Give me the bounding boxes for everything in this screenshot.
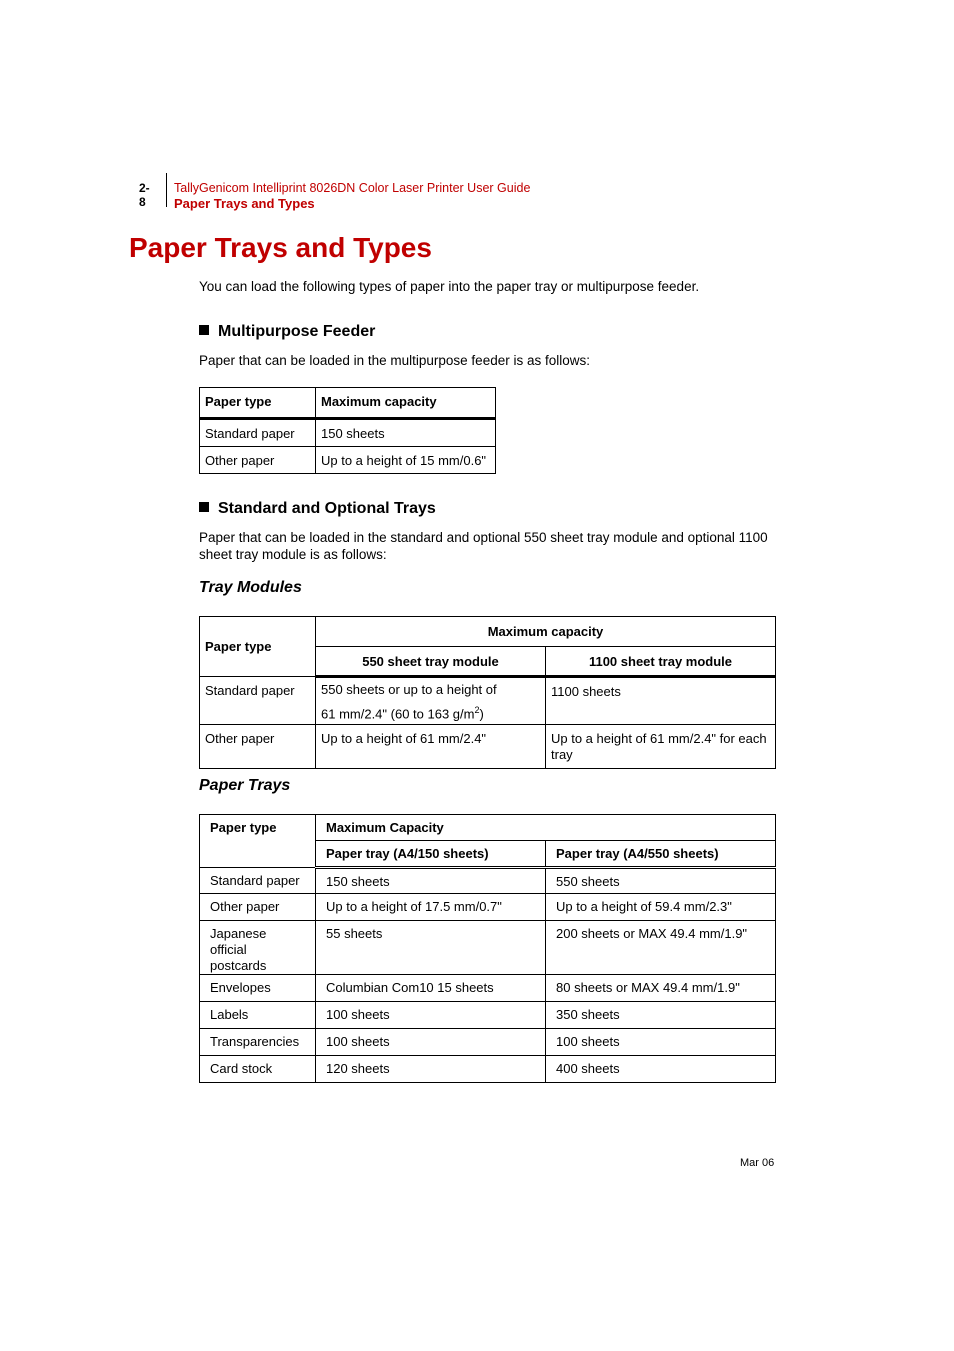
cell-text: ): [479, 706, 484, 722]
bullet-square-icon: [199, 325, 209, 335]
table-row: [200, 677, 776, 725]
table-cell: 120 sheets: [316, 1056, 546, 1083]
table-header-cell: 550 sheet tray module: [316, 647, 546, 677]
header-divider: [166, 173, 167, 207]
superscript: 2: [474, 705, 480, 715]
standard-optional-text: Paper that can be loaded in the standard and optional 550 sheet tray module and optional 1100 sheet tray module is as follows:: [199, 530, 768, 562]
table-cell: Labels: [200, 1002, 316, 1029]
table-row: [200, 419, 496, 447]
table-cell: Envelopes: [200, 975, 316, 1002]
tray-modules-table: [199, 616, 776, 769]
table-cell: 550 sheets: [546, 868, 776, 894]
table-cell: Up to a height of 61 mm/2.4": [316, 725, 546, 769]
table-cell: Card stock: [200, 1056, 316, 1083]
table-cell: 150 sheets: [316, 868, 546, 894]
table-header-group: Maximum capacity: [316, 617, 776, 647]
table-cell: 150 sheets: [316, 419, 496, 447]
table-row: [200, 975, 776, 1002]
table-header-cell: Paper tray (A4/150 sheets): [316, 841, 546, 868]
table-header-cell: Paper type: [200, 815, 316, 868]
footer-date: Mar 06: [740, 1157, 775, 1169]
table-cell: Up to a height of 59.4 mm/2.3": [546, 894, 776, 921]
multipurpose-text: Paper that can be loaded in the multipurpose feeder is as follows:: [199, 353, 590, 368]
table-header-cell: Paper type: [200, 617, 316, 677]
standard-optional-heading: [199, 500, 436, 518]
table-row: [200, 1002, 776, 1029]
table-cell: Transparencies: [200, 1029, 316, 1056]
table-header-cell: Maximum capacity: [316, 388, 496, 419]
paper-trays-table: [199, 814, 776, 1083]
table-cell: 100 sheets: [546, 1029, 776, 1056]
header-text: [174, 181, 530, 212]
table-cell: Japanese official postcards: [200, 921, 316, 975]
table-header-group: Maximum Capacity: [316, 815, 776, 841]
paper-trays-heading: Paper Trays: [199, 777, 291, 794]
table-row: [200, 725, 776, 769]
bullet-square-icon: [199, 502, 209, 512]
table-row: [200, 1029, 776, 1056]
table-cell: 55 sheets: [316, 921, 546, 975]
table-cell: Standard paper: [200, 419, 316, 447]
multipurpose-table: [199, 387, 496, 474]
heading-text: Multipurpose Feeder: [218, 323, 376, 340]
table-cell: [316, 677, 546, 725]
table-cell: 200 sheets or MAX 49.4 mm/1.9": [546, 921, 776, 975]
table-row: [200, 894, 776, 921]
table-cell: Other paper: [200, 447, 316, 474]
table-header-cell: Paper tray (A4/550 sheets): [546, 841, 776, 868]
table-cell: 1100 sheets: [546, 677, 776, 725]
table-cell: 100 sheets: [316, 1029, 546, 1056]
table-cell: Other paper: [200, 725, 316, 769]
cell-text: 550 sheets or up to a height of: [321, 682, 497, 697]
cell-text: 61 mm/2.4" (60 to 163 g/m: [321, 706, 475, 722]
table-row: [200, 1056, 776, 1083]
guide-title: TallyGenicom Intelliprint 8026DN Color Laser Printer User Guide: [174, 181, 531, 195]
table-cell: Standard paper: [200, 677, 316, 725]
page-number: 2-8: [139, 181, 150, 209]
table-header-cell: Paper type: [200, 388, 316, 419]
header-section-title: Paper Trays and Types: [174, 196, 315, 211]
table-cell: 80 sheets or MAX 49.4 mm/1.9": [546, 975, 776, 1002]
table-cell: Up to a height of 61 mm/2.4" for each tray: [546, 725, 776, 769]
table-cell: Up to a height of 17.5 mm/0.7": [316, 894, 546, 921]
heading-text: Standard and Optional Trays: [218, 500, 436, 517]
table-cell: Columbian Com10 15 sheets: [316, 975, 546, 1002]
page-title: Paper Trays and Types: [129, 232, 432, 263]
table-cell: Standard paper: [200, 868, 316, 894]
table-cell: Other paper: [200, 894, 316, 921]
table-cell: 350 sheets: [546, 1002, 776, 1029]
intro-text: You can load the following types of paper into the paper tray or multipurpose feeder.: [199, 279, 700, 294]
tray-modules-heading: Tray Modules: [199, 579, 302, 596]
table-row: [200, 921, 776, 975]
table-header-cell: 1100 sheet tray module: [546, 647, 776, 677]
table-cell: Up to a height of 15 mm/0.6": [316, 447, 496, 474]
multipurpose-feeder-heading: [199, 323, 375, 341]
table-row: [200, 868, 776, 894]
table-cell: 100 sheets: [316, 1002, 546, 1029]
table-cell: 400 sheets: [546, 1056, 776, 1083]
table-row: [200, 447, 496, 474]
